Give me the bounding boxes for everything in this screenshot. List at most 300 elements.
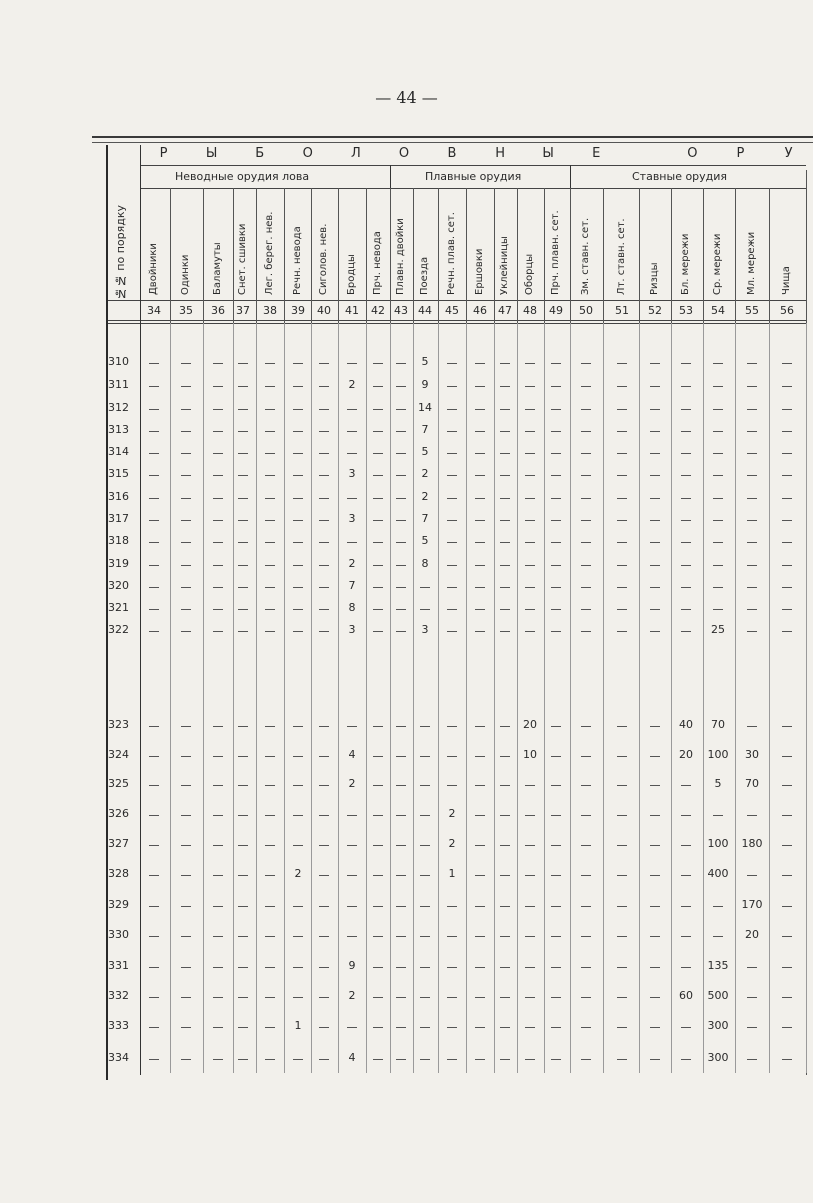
empty-cell-dash (293, 756, 303, 757)
empty-cell-dash (782, 565, 792, 566)
empty-cell-dash (650, 1059, 660, 1060)
empty-cell-dash (500, 845, 510, 846)
empty-cell-dash (293, 520, 303, 521)
empty-cell-dash (293, 967, 303, 968)
column-rule (671, 188, 672, 323)
empty-cell-dash (551, 726, 561, 727)
empty-cell-dash (213, 431, 223, 432)
empty-cell-dash (617, 967, 627, 968)
empty-cell-dash (525, 967, 535, 968)
empty-cell-dash (373, 386, 383, 387)
empty-cell-dash (265, 875, 275, 876)
column-number-38: 38 (263, 304, 277, 317)
empty-cell-dash (149, 498, 159, 499)
empty-cell-dash (551, 845, 561, 846)
empty-cell-dash (782, 453, 792, 454)
empty-cell-dash (420, 756, 430, 757)
column-header-39: Речн. невода (292, 226, 303, 295)
empty-cell-dash (500, 1059, 510, 1060)
empty-cell-dash (475, 936, 485, 937)
row-number: 325 (108, 777, 129, 790)
table-cell: 40 (679, 718, 693, 731)
empty-cell-dash (181, 609, 191, 610)
empty-cell-dash (293, 542, 303, 543)
empty-cell-dash (373, 431, 383, 432)
empty-cell-dash (581, 756, 591, 757)
empty-cell-dash (500, 936, 510, 937)
row-number: 311 (108, 378, 129, 391)
empty-cell-dash (238, 1059, 248, 1060)
empty-cell-dash (650, 475, 660, 476)
empty-cell-dash (617, 756, 627, 757)
empty-cell-dash (396, 756, 406, 757)
table-cell: 5 (421, 534, 429, 547)
column-rule (170, 188, 171, 323)
empty-cell-dash (319, 609, 329, 610)
header-numbers-rule-2 (108, 323, 806, 324)
empty-cell-dash (500, 815, 510, 816)
empty-cell-dash (782, 587, 792, 588)
empty-cell-dash (747, 386, 757, 387)
table-cell: 30 (745, 748, 759, 761)
empty-cell-dash (650, 845, 660, 846)
column-header-37: Снет. сшивки (237, 223, 248, 295)
empty-cell-dash (525, 498, 535, 499)
table-cell: 8 (348, 601, 356, 614)
empty-cell-dash (581, 363, 591, 364)
empty-cell-dash (551, 875, 561, 876)
row-number: 313 (108, 423, 129, 436)
empty-cell-dash (319, 875, 329, 876)
title-letter: О (687, 146, 699, 161)
empty-cell-dash (475, 565, 485, 566)
column-header-50: Зм. ставн. сет. (580, 217, 591, 295)
empty-cell-dash (396, 587, 406, 588)
empty-cell-dash (396, 726, 406, 727)
empty-cell-dash (373, 631, 383, 632)
empty-cell-dash (551, 936, 561, 937)
empty-cell-dash (681, 609, 691, 610)
empty-cell-dash (581, 453, 591, 454)
empty-cell-dash (293, 1059, 303, 1060)
empty-cell-dash (265, 475, 275, 476)
empty-cell-dash (747, 431, 757, 432)
empty-cell-dash (319, 409, 329, 410)
empty-cell-dash (650, 936, 660, 937)
table-cell: 3 (348, 623, 356, 636)
column-rule (366, 188, 367, 323)
empty-cell-dash (213, 967, 223, 968)
column-number-36: 36 (211, 304, 225, 317)
empty-cell-dash (181, 815, 191, 816)
empty-cell-dash (650, 1027, 660, 1028)
row-number: 319 (108, 557, 129, 570)
empty-cell-dash (347, 1027, 357, 1028)
empty-cell-dash (447, 967, 457, 968)
column-rule-body (390, 323, 391, 1073)
empty-cell-dash (650, 906, 660, 907)
column-header-49: Прч. плавн. сет. (550, 210, 561, 295)
empty-cell-dash (551, 520, 561, 521)
empty-cell-dash (149, 1059, 159, 1060)
empty-cell-dash (747, 815, 757, 816)
empty-cell-dash (396, 386, 406, 387)
empty-cell-dash (447, 587, 457, 588)
table-cell: 7 (348, 579, 356, 592)
empty-cell-dash (396, 967, 406, 968)
empty-cell-dash (525, 453, 535, 454)
column-header-56: Чища (781, 266, 792, 295)
table-cell: 25 (711, 623, 725, 636)
empty-cell-dash (681, 967, 691, 968)
empty-cell-dash (265, 1059, 275, 1060)
empty-cell-dash (149, 906, 159, 907)
empty-cell-dash (500, 875, 510, 876)
empty-cell-dash (525, 1027, 535, 1028)
empty-cell-dash (713, 431, 723, 432)
empty-cell-dash (181, 453, 191, 454)
column-header-55: Мл. мережи (746, 231, 757, 295)
row-number: 310 (108, 355, 129, 368)
empty-cell-dash (265, 631, 275, 632)
empty-cell-dash (500, 631, 510, 632)
table-cell: 4 (348, 748, 356, 761)
empty-cell-dash (650, 542, 660, 543)
table-cell: 20 (679, 748, 693, 761)
column-rule-body (284, 323, 285, 1073)
column-rule-body (570, 323, 571, 1073)
empty-cell-dash (265, 386, 275, 387)
empty-cell-dash (681, 409, 691, 410)
empty-cell-dash (149, 431, 159, 432)
row-number: 329 (108, 898, 129, 911)
empty-cell-dash (238, 756, 248, 757)
empty-cell-dash (265, 609, 275, 610)
top-rule-secondary (92, 142, 813, 143)
empty-cell-dash (650, 565, 660, 566)
empty-cell-dash (213, 726, 223, 727)
empty-cell-dash (551, 363, 561, 364)
row-number: 312 (108, 401, 129, 414)
empty-cell-dash (396, 409, 406, 410)
empty-cell-dash (181, 845, 191, 846)
empty-cell-dash (447, 756, 457, 757)
empty-cell-dash (373, 756, 383, 757)
empty-cell-dash (238, 967, 248, 968)
column-rule (570, 188, 571, 323)
table-cell: 2 (348, 378, 356, 391)
empty-cell-dash (447, 1059, 457, 1060)
empty-cell-dash (396, 431, 406, 432)
title-letter: Л (350, 146, 362, 161)
table-cell: 9 (421, 378, 429, 391)
empty-cell-dash (373, 815, 383, 816)
empty-cell-dash (396, 815, 406, 816)
empty-cell-dash (396, 875, 406, 876)
column-rule (517, 188, 518, 323)
column-header-44: Поезда (419, 256, 430, 295)
empty-cell-dash (238, 363, 248, 364)
empty-cell-dash (238, 542, 248, 543)
empty-cell-dash (500, 609, 510, 610)
empty-cell-dash (681, 631, 691, 632)
column-rule-body (466, 323, 467, 1073)
empty-cell-dash (181, 756, 191, 757)
empty-cell-dash (293, 453, 303, 454)
empty-cell-dash (347, 431, 357, 432)
column-rule (256, 188, 257, 323)
column-rule-body (494, 323, 495, 1073)
group-header-stavnye: Ставные орудия (632, 170, 728, 183)
row-number: 316 (108, 490, 129, 503)
empty-cell-dash (500, 498, 510, 499)
empty-cell-dash (617, 453, 627, 454)
empty-cell-dash (581, 1059, 591, 1060)
empty-cell-dash (347, 542, 357, 543)
empty-cell-dash (213, 609, 223, 610)
column-rule-body (806, 323, 807, 1073)
column-rule-body (639, 323, 640, 1073)
empty-cell-dash (447, 936, 457, 937)
empty-cell-dash (293, 475, 303, 476)
column-rule-body (671, 323, 672, 1073)
empty-cell-dash (447, 726, 457, 727)
title-letter: О (302, 146, 314, 161)
empty-cell-dash (782, 815, 792, 816)
empty-cell-dash (238, 386, 248, 387)
empty-cell-dash (581, 936, 591, 937)
empty-cell-dash (149, 997, 159, 998)
table-cell: 2 (421, 490, 429, 503)
column-number-45: 45 (445, 304, 459, 317)
empty-cell-dash (500, 453, 510, 454)
empty-cell-dash (650, 587, 660, 588)
empty-cell-dash (149, 756, 159, 757)
empty-cell-dash (525, 785, 535, 786)
empty-cell-dash (681, 587, 691, 588)
empty-cell-dash (551, 386, 561, 387)
empty-cell-dash (396, 997, 406, 998)
column-rule (203, 188, 204, 323)
row-number-rule (140, 145, 141, 1075)
empty-cell-dash (525, 845, 535, 846)
empty-cell-dash (420, 815, 430, 816)
empty-cell-dash (681, 453, 691, 454)
column-rule (603, 188, 604, 323)
empty-cell-dash (238, 631, 248, 632)
empty-cell-dash (238, 453, 248, 454)
empty-cell-dash (181, 967, 191, 968)
empty-cell-dash (396, 1059, 406, 1060)
empty-cell-dash (681, 363, 691, 364)
empty-cell-dash (420, 967, 430, 968)
empty-cell-dash (319, 726, 329, 727)
column-number-53: 53 (679, 304, 693, 317)
empty-cell-dash (319, 453, 329, 454)
column-number-51: 51 (615, 304, 629, 317)
empty-cell-dash (681, 815, 691, 816)
empty-cell-dash (525, 587, 535, 588)
empty-cell-dash (265, 967, 275, 968)
empty-cell-dash (181, 1027, 191, 1028)
empty-cell-dash (396, 609, 406, 610)
empty-cell-dash (181, 431, 191, 432)
empty-cell-dash (420, 587, 430, 588)
empty-cell-dash (581, 542, 591, 543)
empty-cell-dash (447, 386, 457, 387)
empty-cell-dash (500, 520, 510, 521)
empty-cell-dash (238, 565, 248, 566)
empty-cell-dash (747, 409, 757, 410)
empty-cell-dash (149, 587, 159, 588)
empty-cell-dash (650, 726, 660, 727)
empty-cell-dash (373, 409, 383, 410)
empty-cell-dash (475, 386, 485, 387)
empty-cell-dash (581, 498, 591, 499)
empty-cell-dash (475, 726, 485, 727)
row-number: 334 (108, 1051, 129, 1064)
empty-cell-dash (617, 997, 627, 998)
empty-cell-dash (265, 1027, 275, 1028)
empty-cell-dash (238, 906, 248, 907)
column-number-47: 47 (498, 304, 512, 317)
empty-cell-dash (319, 936, 329, 937)
empty-cell-dash (475, 609, 485, 610)
table-cell: 2 (348, 989, 356, 1002)
column-rule (639, 188, 640, 323)
empty-cell-dash (617, 520, 627, 521)
column-number-40: 40 (317, 304, 331, 317)
row-number: 324 (108, 748, 129, 761)
empty-cell-dash (265, 453, 275, 454)
empty-cell-dash (525, 936, 535, 937)
row-number: 321 (108, 601, 129, 614)
empty-cell-dash (782, 498, 792, 499)
empty-cell-dash (581, 726, 591, 727)
title-letter: Ы (205, 146, 219, 161)
empty-cell-dash (581, 845, 591, 846)
empty-cell-dash (525, 363, 535, 364)
empty-cell-dash (265, 997, 275, 998)
empty-cell-dash (551, 967, 561, 968)
empty-cell-dash (581, 997, 591, 998)
empty-cell-dash (319, 565, 329, 566)
empty-cell-dash (319, 386, 329, 387)
empty-cell-dash (319, 520, 329, 521)
empty-cell-dash (713, 498, 723, 499)
empty-cell-dash (213, 520, 223, 521)
empty-cell-dash (319, 756, 329, 757)
column-number-55: 55 (745, 304, 759, 317)
empty-cell-dash (265, 936, 275, 937)
empty-cell-dash (747, 726, 757, 727)
column-header-48: Оборцы (524, 253, 535, 295)
table-cell: 60 (679, 989, 693, 1002)
top-rule (92, 136, 813, 138)
empty-cell-dash (500, 431, 510, 432)
empty-cell-dash (617, 906, 627, 907)
empty-cell-dash (238, 498, 248, 499)
empty-cell-dash (782, 363, 792, 364)
column-number-43: 43 (394, 304, 408, 317)
table-cell: 20 (523, 718, 537, 731)
empty-cell-dash (447, 997, 457, 998)
empty-cell-dash (650, 453, 660, 454)
empty-cell-dash (319, 815, 329, 816)
empty-cell-dash (500, 997, 510, 998)
empty-cell-dash (373, 936, 383, 937)
column-header-41: Бродцы (346, 254, 357, 295)
empty-cell-dash (713, 386, 723, 387)
empty-cell-dash (617, 431, 627, 432)
empty-cell-dash (475, 542, 485, 543)
empty-cell-dash (681, 431, 691, 432)
empty-cell-dash (396, 565, 406, 566)
empty-cell-dash (396, 785, 406, 786)
table-cell: 2 (294, 867, 302, 880)
empty-cell-dash (782, 726, 792, 727)
row-number: 328 (108, 867, 129, 880)
empty-cell-dash (617, 363, 627, 364)
table-cell: 3 (348, 467, 356, 480)
empty-cell-dash (213, 542, 223, 543)
empty-cell-dash (617, 498, 627, 499)
empty-cell-dash (747, 967, 757, 968)
empty-cell-dash (650, 785, 660, 786)
column-number-50: 50 (579, 304, 593, 317)
empty-cell-dash (181, 587, 191, 588)
empty-cell-dash (420, 609, 430, 610)
empty-cell-dash (319, 785, 329, 786)
empty-cell-dash (747, 542, 757, 543)
empty-cell-dash (617, 587, 627, 588)
empty-cell-dash (447, 565, 457, 566)
empty-cell-dash (617, 631, 627, 632)
empty-cell-dash (293, 845, 303, 846)
empty-cell-dash (373, 453, 383, 454)
empty-cell-dash (181, 363, 191, 364)
empty-cell-dash (238, 845, 248, 846)
empty-cell-dash (265, 542, 275, 543)
title-letter: Р (159, 146, 169, 161)
table-cell: 14 (418, 401, 432, 414)
empty-cell-dash (373, 1059, 383, 1060)
empty-cell-dash (319, 498, 329, 499)
empty-cell-dash (265, 906, 275, 907)
empty-cell-dash (713, 542, 723, 543)
empty-cell-dash (525, 997, 535, 998)
title-letter: Е (592, 146, 602, 161)
column-rule (494, 188, 495, 323)
column-rule-body (544, 323, 545, 1073)
empty-cell-dash (373, 363, 383, 364)
empty-cell-dash (319, 363, 329, 364)
column-header-36: Баламуты (212, 242, 223, 295)
empty-cell-dash (617, 409, 627, 410)
empty-cell-dash (650, 815, 660, 816)
empty-cell-dash (373, 587, 383, 588)
group-header-plavnye: Плавные орудия (425, 170, 522, 183)
empty-cell-dash (447, 498, 457, 499)
empty-cell-dash (181, 875, 191, 876)
empty-cell-dash (713, 363, 723, 364)
column-number-52: 52 (648, 304, 662, 317)
empty-cell-dash (319, 631, 329, 632)
empty-cell-dash (681, 785, 691, 786)
empty-cell-dash (500, 726, 510, 727)
empty-cell-dash (420, 906, 430, 907)
empty-cell-dash (181, 386, 191, 387)
